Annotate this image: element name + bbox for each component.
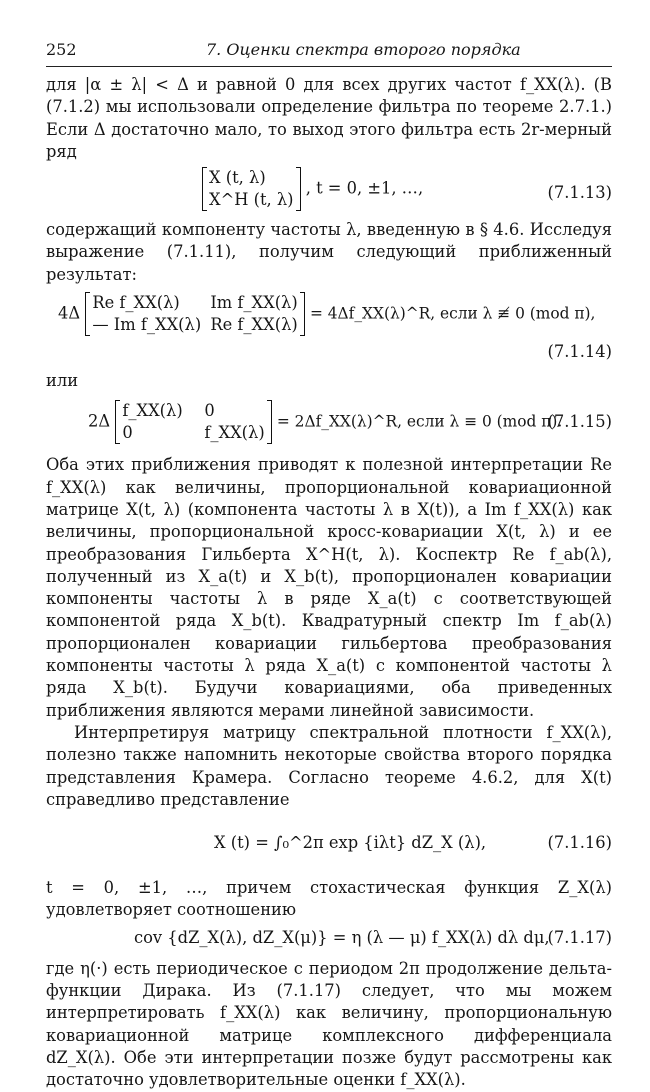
paragraph-5: Интерпретируя матрицу спектральной плотности f_XX(λ), полезно также напомнить некоторые свойства второго порядка представления Крамера. Согласно теореме 4.6.2, для X(t) справедливо представление [46,722,612,809]
matrix-cell: Re f_XX(λ) [92,293,180,313]
equation-tail: = 2Δf_XX(λ)^R, если λ ≡ 0 (mod π). [276,412,563,431]
matrix-bracket [85,292,304,336]
paragraph-1: для |α ± λ| < Δ и равной 0 для всех других частот f_XX(λ). (В (7.1.2) мы использовали определение фильтра по теореме 2.7.1.) Если Δ достаточно мало, то выход этого фильтра есть 2r-мерный ряд [46,75,612,161]
equation-number: (7.1.17) [547,927,612,947]
vector-row-1: X (t, λ) [209,168,266,188]
equation-7-1-16 [46,811,612,877]
matrix-cell: 0 [204,401,215,421]
equation-7-1-16-formula: X (t) = ∫₀^2π exp {iλt} dZ_X (λ), [214,833,487,853]
equation-tail: , t = 0, ±1, …, [305,178,424,198]
equation-7-1-15 [46,392,612,454]
page-body [46,74,612,1092]
equation-lead: 2Δ [88,411,111,431]
equation-number: (7.1.16) [547,833,612,853]
matrix-cell: — Im f_XX(λ) [92,315,202,335]
equation-number: (7.1.15) [547,412,612,432]
equation-7-1-13 [46,163,612,219]
matrix-cell: f_XX(λ) [204,423,265,443]
vector-bracket [202,167,301,211]
equation-7-1-14-formula [58,292,595,336]
paragraph-3: или [46,371,79,391]
matrix-cell: 0 [122,423,133,443]
matrix-cell: Im f_XX(λ) [210,293,298,313]
equation-7-1-14 [46,286,612,370]
page-number: 252 [46,40,77,59]
running-header [46,38,612,67]
equation-tail: = 4Δf_XX(λ)^R, если λ ≢ 0 (mod π), [309,304,596,323]
paragraph-2: содержащий компоненту частоты λ, введенную в § 4.6. Исследуя выражение (7.1.11), получим следующий приближенный результат: [46,220,612,284]
matrix-cell: f_XX(λ) [122,401,183,421]
equation-number: (7.1.13) [547,183,612,203]
equation-7-1-17-formula: cov {dZ_X(λ), dZ_X(μ)} = η (λ — μ) f_XX(λ) dλ dμ, [134,927,550,947]
paragraph-4: Оба этих приближения приводят к полезной интерпретации Re f_XX(λ) как величины, пропорциональной ковариационной матрице X(t, λ) (компонента частоты λ в X(t)), а Im f_XX(λ) как величины, пропорциональной кросс-ковариации X(t, λ) и ее преобразования Гильберта X^H(t, λ). Коспектр Re f_ab(λ), полученный из X_a(t) и X_b(t), пропорционален ковариации компоненты частоты λ в ряде X_a(t) с соответствующей компонентой ряда X_b(t). Квадратурный спектр Im f_ab(λ) пропорционален ковариации гильбертова преобразования компоненты частоты λ ряда X_a(t) с компонентой частоты λ ряда X_b(t). Будучи ковариациями, оба приведенных приближения являются мерами линейной зависимости. [46,455,612,720]
vector-row-2: X^H (t, λ) [209,190,294,210]
matrix-bracket [115,400,271,444]
equation-7-1-13-formula [202,167,423,211]
paragraph-6: t = 0, ±1, …, причем стохастическая функция Z_X(λ) удовлетворяет соотношению [46,878,612,920]
paragraph-7: где η(·) есть периодическое с периодом 2π продолжение дельта-функции Дирака. Из (7.1.17) следует, что мы можем интерпретировать f_XX(λ) как величину, пропорциональную ковариационной матрице комплексного дифференциала dZ_X(λ). Обе эти интерпретации позже будут рассмотрены как достаточно удовлетворительные оценки f_XX(λ). [46,958,612,1090]
matrix-row-1 [122,400,264,422]
matrix-cell: Re f_XX(λ) [210,315,298,335]
equation-lead: 4Δ [58,303,81,323]
running-title: 7. Оценки спектра второго порядка [206,40,521,59]
equation-7-1-15-formula [88,400,562,444]
matrix-row-1 [92,292,297,314]
equation-7-1-17 [46,922,612,958]
matrix-row-2 [92,314,297,336]
matrix-row-2 [122,422,264,444]
equation-number: (7.1.14) [547,342,612,362]
